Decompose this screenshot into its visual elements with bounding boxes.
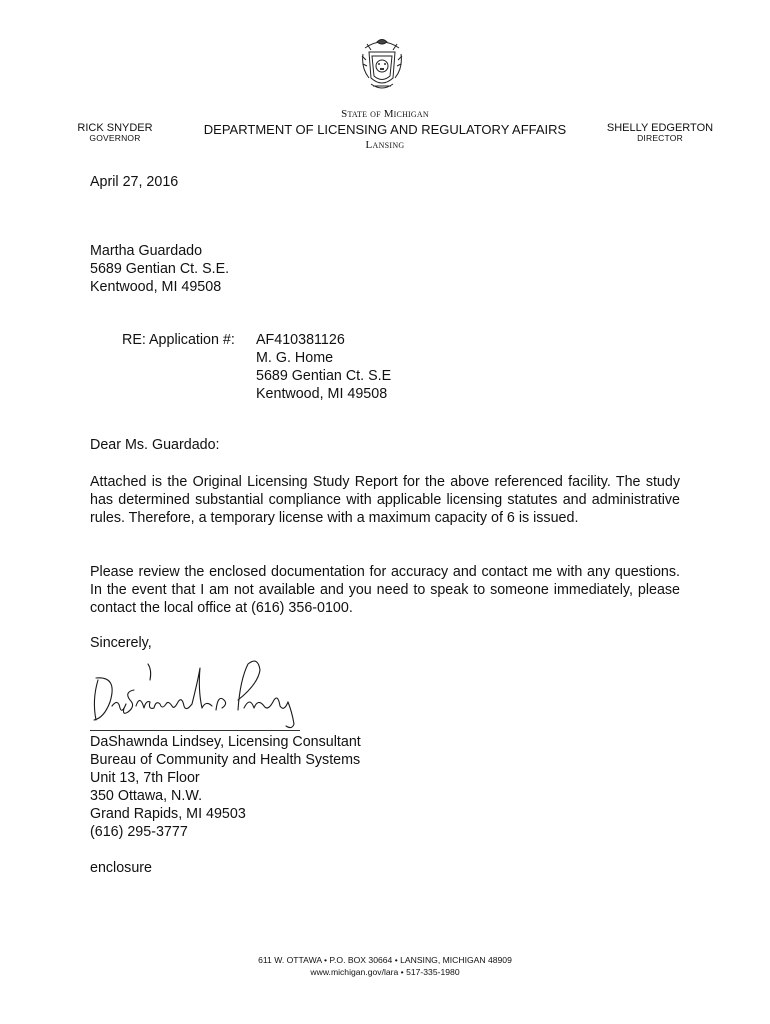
signer-street: 350 Ottawa, N.W. [90, 788, 203, 804]
body-paragraph-1: Attached is the Original Licensing Study Report for the above referenced facility. The study has determined substantial compliance with applicable licensing statutes and administrative rules. Therefore, a temporary license with a maximum capacity of 6 is issued. [90, 474, 680, 526]
director-name: SHELLY EDGERTON [606, 122, 714, 134]
footer-address: 611 W. OTTAWA • P.O. BOX 30664 • LANSING, MICHIGAN 48909 [258, 955, 512, 965]
letter-date: April 27, 2016 [90, 174, 179, 190]
signature-block [90, 733, 361, 841]
application-number: AF410381126 [256, 332, 345, 348]
signer-unit: Unit 13, 7th Floor [90, 770, 200, 786]
governor-name: RICK SNYDER [77, 122, 153, 134]
facility-street: 5689 Gentian Ct. S.E [256, 368, 392, 384]
signer-name-title: DaShawnda Lindsey, Licensing Consultant [90, 734, 361, 750]
reference-details [256, 331, 391, 403]
department-name: DEPARTMENT OF LICENSING AND REGULATORY AFFAIRS [203, 122, 567, 137]
salutation: Dear Ms. Guardado: [90, 437, 220, 453]
state-name: State of Michigan [341, 108, 429, 120]
closing: Sincerely, [90, 635, 152, 651]
recipient-name: Martha Guardado [90, 243, 203, 259]
enclosure-note: enclosure [90, 860, 152, 876]
facility-name: M. G. Home [256, 350, 334, 366]
signer-city: Grand Rapids, MI 49503 [90, 806, 246, 822]
governor-title: GOVERNOR [89, 133, 141, 144]
city-name: Lansing [365, 139, 405, 151]
director-block [600, 122, 720, 143]
michigan-seal-icon [357, 34, 407, 94]
governor-block [70, 122, 160, 143]
signer-phone: (616) 295-3777 [90, 824, 188, 840]
body-paragraph-2: Please review the enclosed documentation for accuracy and contact me with any questions. In the event that I am not available and you need to speak to someone immediately, please contact the local office at (616) 356-0100. [90, 564, 680, 616]
recipient-address [90, 242, 229, 296]
signature-line [90, 730, 300, 731]
footer-contact: www.michigan.gov/lara • 517-335-1980 [310, 967, 460, 977]
facility-city: Kentwood, MI 49508 [256, 386, 388, 402]
recipient-street: 5689 Gentian Ct. S.E. [90, 261, 230, 277]
recipient-city: Kentwood, MI 49508 [90, 279, 222, 295]
agency-header [190, 108, 580, 151]
director-title: DIRECTOR [637, 133, 683, 144]
letter-footer [150, 954, 620, 978]
reference-label: RE: Application #: [122, 332, 235, 348]
handwritten-signature [88, 650, 308, 732]
signer-bureau: Bureau of Community and Health Systems [90, 752, 361, 768]
